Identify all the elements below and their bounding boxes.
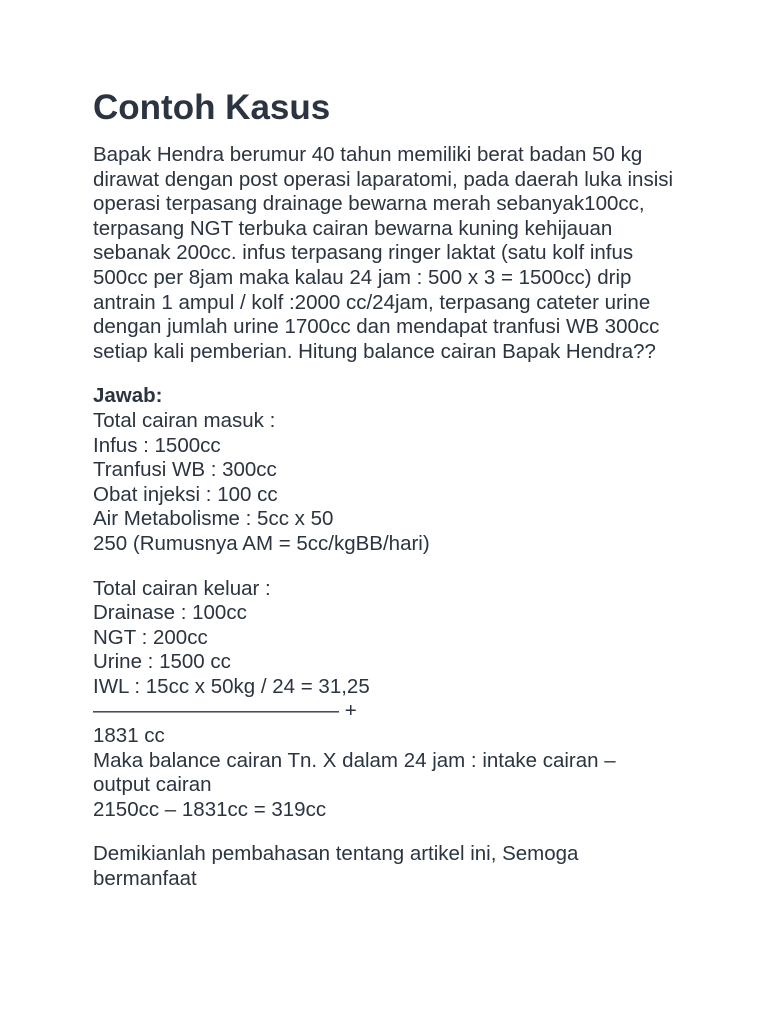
intake-item: 250 (Rumusnya AM = 5cc/kgBB/hari) xyxy=(93,531,430,555)
intake-item: Infus : 1500cc xyxy=(93,433,221,457)
output-total: 1831 cc xyxy=(93,724,165,748)
output-item: Urine : 1500 cc xyxy=(93,650,231,674)
output-item: Drainase : 100cc xyxy=(93,601,247,625)
output-item: IWL : 15cc x 50kg / 24 = 31,25 xyxy=(93,674,370,698)
output-section xyxy=(93,577,693,823)
document-page xyxy=(93,86,693,892)
balance-statement: Maka balance cairan Tn. X dalam 24 jam : intake cairan – output cairan xyxy=(93,748,616,797)
intake-item: Tranfusi WB : 300cc xyxy=(93,458,277,482)
output-heading: Total cairan keluar : xyxy=(93,576,271,600)
page-title: Contoh Kasus xyxy=(93,88,331,127)
output-item: NGT : 200cc xyxy=(93,625,208,649)
intake-heading: Total cairan masuk : xyxy=(93,408,276,432)
sum-divider: ———————————— + xyxy=(93,699,357,723)
case-description: Bapak Hendra berumur 40 tahun memiliki berat badan 50 kg dirawat dengan post operasi laparatomi, pada daerah luka insisi operasi terpasang drainage bewarna merah sebanyak100cc, terpasang NGT terbuka cairan bewarna kuning kehijauan sebanak 200cc. infus terpasang ringer laktat (satu kolf infus 500cc per 8jam maka kalau 24 jam : 500 x 3 = 1500cc) drip antrain 1 ampul / kolf :2000 cc/24jam, terpasang cateter urine dengan jumlah urine 1700cc dan mendapat tranfusi WB 300cc setiap kali pemberian. Hitung balance cairan Bapak Hendra?? xyxy=(93,143,674,363)
closing-text: Demikianlah pembahasan tentang artikel ini, Semoga bermanfaat xyxy=(93,842,579,891)
answer-label: Jawab: xyxy=(93,384,163,408)
intake-item: Obat injeksi : 100 cc xyxy=(93,482,278,506)
intake-section xyxy=(93,384,693,556)
balance-result: 2150cc – 1831cc = 319cc xyxy=(93,797,327,821)
intake-item: Air Metabolisme : 5cc x 50 xyxy=(93,507,334,531)
